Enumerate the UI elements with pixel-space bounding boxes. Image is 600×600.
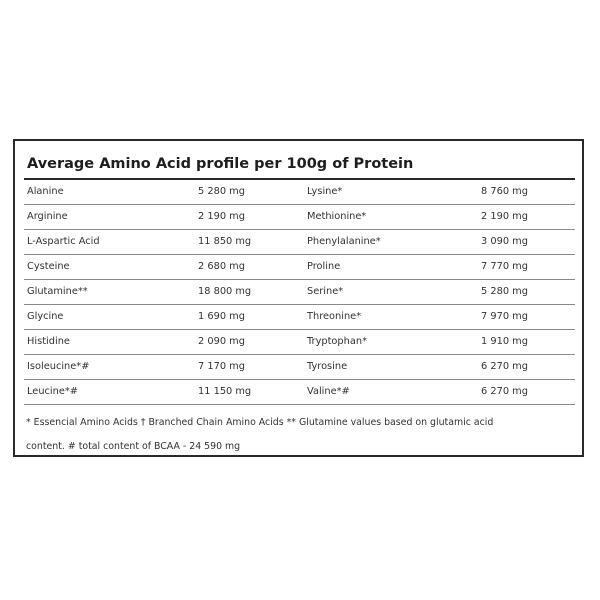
amino-acid-value: 7 970 mg <box>481 311 528 322</box>
amino-acid-name: Tyrosine <box>307 361 348 372</box>
amino-acid-value: 8 760 mg <box>481 186 528 197</box>
table-title: Average Amino Acid profile per 100g of Protein <box>24 151 575 180</box>
amino-acid-value: 18 800 mg <box>198 286 252 297</box>
table-row <box>24 230 575 255</box>
amino-acid-value: 6 270 mg <box>481 386 528 397</box>
table-row <box>24 380 575 405</box>
amino-acid-value: 11 850 mg <box>198 236 252 247</box>
table-row <box>24 255 575 280</box>
amino-acid-value: 1 910 mg <box>481 336 528 347</box>
amino-acid-name: Valine*# <box>307 386 350 397</box>
amino-acid-value: 2 190 mg <box>481 211 528 222</box>
amino-acid-value: 2 190 mg <box>198 211 245 222</box>
amino-acid-table <box>24 151 575 459</box>
amino-acid-name: Histidine <box>27 336 70 347</box>
amino-acid-name: Cysteine <box>27 261 70 272</box>
amino-acid-value: 3 090 mg <box>481 236 528 247</box>
table-row <box>24 355 575 380</box>
amino-acid-name: Glycine <box>27 311 64 322</box>
amino-acid-name: Serine* <box>307 286 344 297</box>
amino-acid-name: Proline <box>307 261 341 272</box>
footnote-line: content. # total content of BCAA - 24 590 mg <box>26 441 241 452</box>
footnote <box>24 405 575 459</box>
table-row <box>24 205 575 230</box>
table-row <box>24 180 575 205</box>
amino-acid-value: 1 690 mg <box>198 311 245 322</box>
footnote-line: * Essencial Amino Acids † Branched Chain Amino Acids ** Glutamine values based on glutamic acid <box>26 417 494 428</box>
amino-acid-name: Alanine <box>27 186 64 197</box>
amino-acid-name: Methionine* <box>307 211 367 222</box>
table-row <box>24 280 575 305</box>
amino-acid-panel <box>13 139 584 457</box>
amino-acid-value: 2 090 mg <box>198 336 245 347</box>
amino-acid-name: Lysine* <box>307 186 343 197</box>
table-row <box>24 330 575 355</box>
amino-acid-name: Phenylalanine* <box>307 236 381 247</box>
amino-acid-name: Isoleucine*# <box>27 361 90 372</box>
amino-acid-value: 5 280 mg <box>481 286 528 297</box>
amino-acid-value: 6 270 mg <box>481 361 528 372</box>
amino-acid-name: Arginine <box>27 211 68 222</box>
amino-acid-value: 7 170 mg <box>198 361 245 372</box>
amino-acid-value: 5 280 mg <box>198 186 245 197</box>
amino-acid-value: 11 150 mg <box>198 386 252 397</box>
amino-acid-name: Tryptophan* <box>307 336 367 347</box>
amino-acid-value: 2 680 mg <box>198 261 245 272</box>
table-row <box>24 305 575 330</box>
amino-acid-name: L-Aspartic Acid <box>27 236 100 247</box>
amino-acid-value: 7 770 mg <box>481 261 528 272</box>
amino-acid-name: Glutamine** <box>27 286 88 297</box>
amino-acid-name: Leucine*# <box>27 386 78 397</box>
amino-acid-name: Threonine* <box>307 311 362 322</box>
